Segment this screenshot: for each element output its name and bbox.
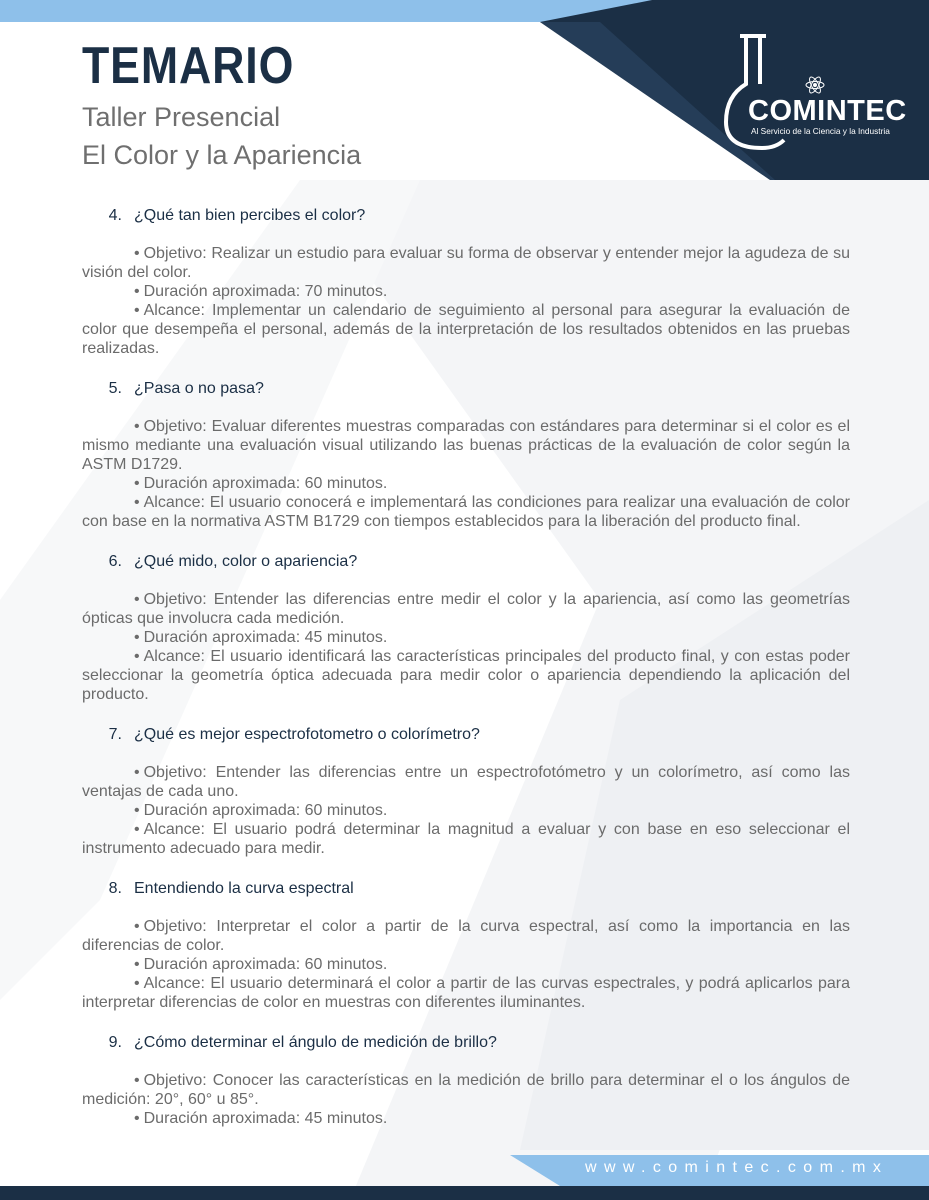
comintec-flask-logo-icon — [720, 30, 910, 155]
bullet-duracion: • Duración aproximada: 45 minutos. — [134, 629, 388, 646]
section-title: ¿Pasa o no pasa? — [134, 380, 264, 397]
bullet-objetivo: • Objetivo: Evaluar diferentes muestras comparadas con estándares para determinar si el color es el mismo mediante una evaluación visual utilizando las buenas prácticas de la evaluación de color según la ASTM D1729. — [82, 418, 850, 473]
page-title: TEMARIO — [82, 37, 295, 95]
bullet-duracion: • Duración aproximada: 60 minutos. — [134, 475, 388, 492]
section-heading — [82, 879, 850, 898]
bullet-duracion: • Duración aproximada: 60 minutos. — [134, 802, 388, 819]
page-subtitle-line2: El Color y la Apariencia — [82, 140, 362, 170]
bullet-objetivo: • Objetivo: Entender las diferencias entre un espectrofotómetro y un colorímetro, así como las ventajas de cada uno. — [82, 764, 850, 800]
section-heading — [82, 1033, 850, 1052]
section-number: 9. — [108, 1034, 122, 1051]
section-5 — [82, 379, 850, 531]
logo-tagline: Al Servicio de la Ciencia y la Industria — [751, 126, 890, 136]
syllabus-content — [82, 206, 850, 1149]
section-title: ¿Qué es mejor espectrofotometro o colorímetro? — [134, 726, 480, 743]
bullet-duracion: • Duración aproximada: 60 minutos. — [134, 956, 388, 973]
bullet-objetivo: • Objetivo: Realizar un estudio para evaluar su forma de observar y entender mejor la agudeza de su visión del color. — [82, 245, 850, 281]
section-heading — [82, 725, 850, 744]
top-blue-band — [0, 0, 652, 22]
section-number: 6. — [108, 553, 122, 570]
section-title: ¿Qué mido, color o apariencia? — [134, 553, 358, 570]
section-6 — [82, 552, 850, 704]
footer-website-link[interactable]: www.comintec.com.mx — [585, 1159, 889, 1176]
logo-wordmark: COMINTEC — [748, 95, 907, 127]
bullet-objetivo: • Objetivo: Conocer las características en la medición de brillo para determinar el o los ángulos de medición: 20°, 60° u 85°. — [82, 1072, 850, 1108]
page-subtitle-line1: Taller Presencial — [82, 102, 281, 132]
bullet-objetivo: • Objetivo: Entender las diferencias entre medir el color y la apariencia, así como las geometrías ópticas que involucra cada medición. — [82, 591, 850, 627]
section-number: 4. — [108, 207, 122, 224]
section-number: 5. — [108, 380, 122, 397]
section-8 — [82, 879, 850, 1012]
bullet-duracion: • Duración aproximada: 70 minutos. — [134, 283, 388, 300]
section-9 — [82, 1033, 850, 1128]
bullet-alcance: • Alcance: Implementar un calendario de seguimiento al personal para asegurar la evaluación de color que desempeña el personal, además de la interpretación de los resultados obtenidos en las pruebas realizadas. — [82, 302, 850, 357]
footer-navy-strip — [0, 1186, 929, 1200]
section-4 — [82, 206, 850, 358]
section-heading — [82, 379, 850, 398]
section-title: Entendiendo la curva espectral — [134, 880, 354, 897]
section-number: 8. — [108, 880, 122, 897]
bullet-alcance: • Alcance: El usuario podrá determinar la magnitud a evaluar y con base en eso seleccionar el instrumento adecuado para medir. — [82, 821, 850, 857]
section-number: 7. — [108, 726, 122, 743]
section-heading — [82, 552, 850, 571]
bullet-alcance: • Alcance: El usuario identificará las características principales del producto final, y con estas poder seleccionar la geometría óptica adecuada para medir color o apariencia dependiendo la aplicación del producto. — [82, 648, 850, 703]
bullet-alcance: • Alcance: El usuario conocerá e implementará las condiciones para realizar una evaluación de color con base en la normativa ASTM B1729 con tiempos establecidos para la liberación del producto final. — [82, 494, 850, 530]
bullet-objetivo: • Objetivo: Interpretar el color a partir de la curva espectral, así como la importancia en las diferencias de color. — [82, 918, 850, 954]
bullet-alcance: • Alcance: El usuario determinará el color a partir de las curvas espectrales, y podrá aplicarlos para interpretar diferencias de color en muestras con diferentes iluminantes. — [82, 975, 850, 1011]
section-title: ¿Qué tan bien percibes el color? — [134, 207, 366, 224]
section-heading — [82, 206, 850, 225]
bullet-duracion: • Duración aproximada: 45 minutos. — [134, 1110, 388, 1127]
section-title: ¿Cómo determinar el ángulo de medición de brillo? — [134, 1034, 497, 1051]
section-7 — [82, 725, 850, 858]
